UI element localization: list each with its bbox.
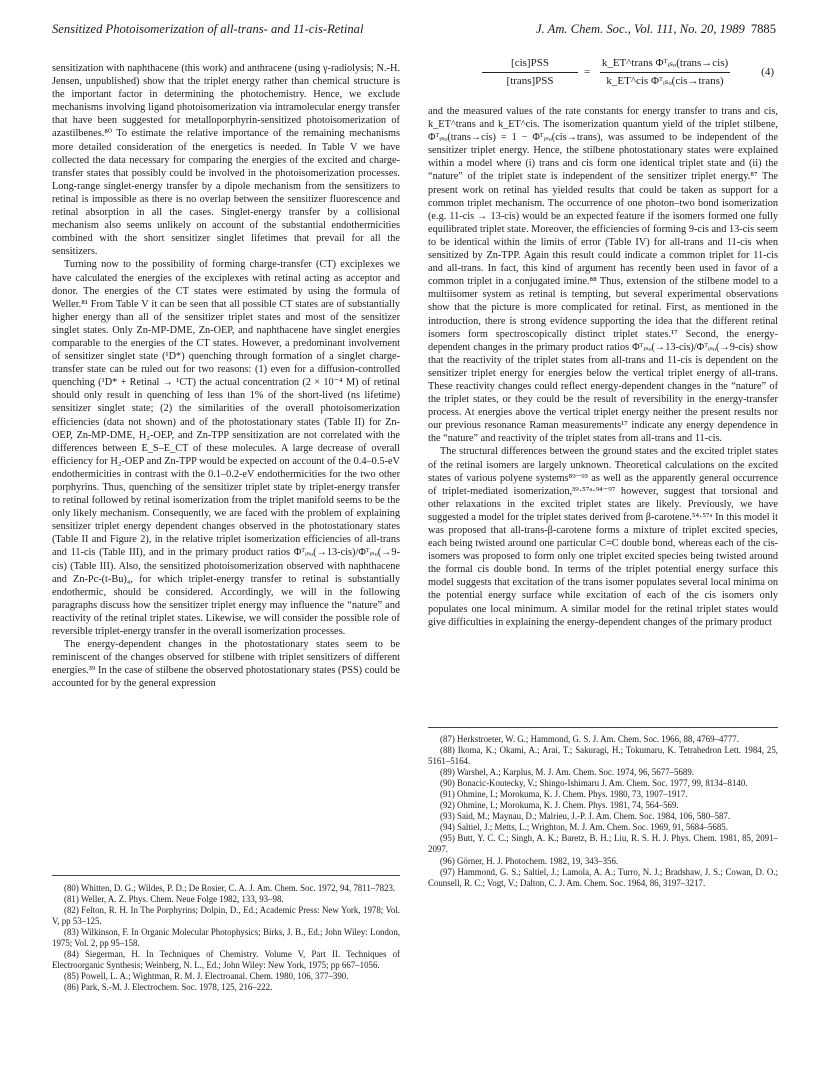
equation-4 [428,55,778,99]
lhs-numerator: [cis]PSS [482,57,578,73]
running-title: Sensitized Photoisomerization of all-trans- and 11-cis-Retinal [52,22,364,36]
paragraph: The structural differences between the ground states and the excited triplet states of the retinal isomers are largely unknown. Theoretical calculations on the excited states of various polyene systems⁸⁹⁻⁹³ as well as the apparently general occurrence of triplet-mediated isomerization,³⁹·⁵⁷ᵃ·⁹⁴⁻⁹⁷ however, suggest that torsional and other relaxations in the excited triplet states are likely. Previously, we have suggested a model for the triplet states derived from β-carotene.⁵⁴·⁵⁷ᵃ In this model it was proposed that all-trans-β-carotene forms a mixture of triplet excited species, each being twisted around one particular C=C double bond, whereas each of the cis-isomers was proposed to form only one triplet excited species being twisted around the formal cis double bond. In terms of the triplet potential energy surface this model suggests that excitation of the trans isomer populates several local minima on the potential energy surface while excitation of each of the cis isomers only populates one local minimum. A similar model for the retinal triplet states would give difficulties in explaining the energy-dependent changes of the primary product [428,446,778,628]
reference-item: (84) Siegerman, H. In Techniques of Chemistry. Volume V, Part II. Techniques of Electroorganic Synthesis; Weinberg, N. L., Ed.; John Wiley: New York, 1975; pp 667–1056. [52,949,400,971]
left-column [52,62,400,691]
equation-lhs [482,57,578,88]
reference-item: (97) Hammond, G. S.; Saltiel, J.; Lamola, A. A.; Turro, N. J.; Bradshaw, J. S.; Cowan, D. O.; Counsell, R. C.; Vogt, V.; Dalton, C. J. Am. Chem. Soc. 1964, 86, 3197–3217. [428,866,778,888]
page-number: 7885 [750,22,776,36]
reference-item: (80) Whitten, D. G.; Wildes, P. D.; De Rosier, C. A. J. Am. Chem. Soc. 1972, 94, 7811–7823. [64,883,396,893]
reference-item: (92) Ohmine, I.; Morokuma, K. J. Chem. Phys. 1981, 74, 564–569. [440,800,679,811]
journal-name: J. Am. Chem. Soc., Vol. 111, No. 20, 1989 [535,22,745,36]
reference-item: (88) Ikoma, K.; Okami, A.; Arai, T.; Sakuragi, H.; Tokumaru, K. Tetrahedron Lett. 1984, 25, 5161–5164. [428,745,778,767]
reference-item: (81) Weller, A. Z. Phys. Chem. Neue Folge 1982, 133, 93–98. [64,894,284,905]
paragraph: sensitization with naphthacene (this work) and anthracene (using γ-radiolysis; N.-H. Jensen, unpublished) show that the triplet energy rather than chemical structure is the important factor in determining the photochemistry. Hence, we exclude mechanisms involving ligand photoisomerization via intramolecular energy transfer that have been suggested for metalloporphyrin-sensitized photoisomerization of azastilbenes.⁸⁰ To estimate the relative importance of the remaining mechanisms more detailed consideration of the energetics is needed. In Table V we have collected the data necessary for comparing the energies of the excited and charge-transfer states that possibly could be involved in the photoisomerization processes. Long-range singlet-energy transfer by a dipole mechanism from the sensitizers to retinal is impossible as there is no overlap between the sensitizer fluorescence and retinal absorption in all the cases. Singlet-energy transfer by a collisional mechanism also seems unlikely on account of the substantial endothermicities combined with the short sensitizer singlet lifetimes that prevail for all the sensitizers. [52,63,400,258]
running-header [52,22,776,42]
rhs-numerator: k_ET^trans Φᵀᵢₛₒ(trans→cis) [600,57,730,73]
lhs-denominator: [trans]PSS [506,75,554,88]
reference-item: (89) Warshel, A.; Karplus, M. J. Am. Chem. Soc. 1974, 96, 5677–5689. [440,767,695,778]
reference-item: (93) Said, M.; Maynau, D.; Malrieu, J.-P. J. Am. Chem. Soc. 1984, 106, 580–587. [440,811,731,822]
equation-number: (4) [761,66,774,78]
reference-item: (87) Herkstroeter, W. G.; Hammond, G. S. J. Am. Chem. Soc. 1966, 88, 4769–4777. [440,734,739,744]
reference-item: (95) Butt, Y. C. C.; Singh, A. K.; Baretz, B. H.; Liu, R. S. H. J. Phys. Chem. 1981, 85, 2091–2097. [428,833,778,855]
reference-item: (90) Bonacic-Koutecky, V.; Shingo-Ishimaru J. Am. Chem. Soc. 1977, 99, 8134–8140. [440,778,748,789]
right-column [428,55,778,629]
paragraph: Turning now to the possibility of forming charge-transfer (CT) exciplexes we have calculated the energies of the exciplexes with retinal acting as acceptor and donor. The energies of the CT states were estimated by using the formula of Weller.⁸¹ From Table V it can be seen that all possible CT states are of substantially higher energy than all of the sensitizer triplet states and most of the sensitizer singlet states. Only Zn-MP-DME, Zn-OEP, and naphthacene have singlet energies comparable to the energies of the CT states. However, a predominant involvement of sensitizer singlet state (¹D*) quenching through formation of a singlet charge-transfer state can be ruled out for two reasons: (1) even for a diffusion-controlled quenching (¹D* + Retinal → ¹CT) the actual concentration (2 × 10⁻⁴ M) of retinal should only result in quenching of less than 1% of the short-lived (ns lifetime) sensitizer singlet state; (2) the similarities of the overall photoisomerization efficiencies (data not shown) and of the photostationary states (Table II) for Zn-OEP, Zn-MP-DME, H₂-OEP, and Zn-TPP sensitization are not correlated with the differences between E_S–E_CT of these molecules. A large decrease of overall efficiency for H₂-OEP and Zn-TPP would be expected on account of the 0.4–0.5-eV endothermicities in contrast with the 0.1–0.2-eV endothermicities for the two other porphyrins. Thus, quenching of the sensitizer triplet state by triplet-energy transfer to retinal followed by retinal isomerization from the triplet manifold seems to be the only likely mechanism. Consequently, we are faced with the problem of explaining sensitizer triplet energy dependent changes observed in the photostationary states (Table II and Figure 2), in the relative triplet isomerization efficiencies of all-trans and 11-cis (Table III), and in the primary product ratios Φᵀᵢₛₒ(→13-cis)/Φᵀᵢₛₒ(→9-cis) (Table III). Also, the sensitized photoisomerization observed with naphthacene and Zn-Pc-(t-Bu)₄, for which triplet-energy transfer to retinal is substantially endothermic, should be considered. Accordingly, we will in the following paragraphs discuss how the sensitizer triplet energy may influence the “nature” and reactivity of the retinal triplet states. Likewise, we will consider the possible role of reversible triplet-energy transfer in the overall isomerization processes. [52,259,400,638]
reference-item: (83) Wilkinson, F. In Organic Molecular Photophysics; Birks, J. B., Ed.; John Wiley: London, 1975; Vol. 2, pp 95–158. [52,927,400,949]
rhs-denominator: k_ET^cis Φᵀᵢₛₒ(cis→trans) [606,75,724,88]
references-left [52,875,400,993]
paragraph: and the measured values of the rate constants for energy transfer to trans and cis, k_ET^trans and k_ET^cis. The isomerization quantum yield of the triplet stilbene, Φᵀᵢₛₒ(trans→cis) = 1 − Φᵀᵢₛₒ(cis→trans), was assumed to be independent of the sensitizer triplet energy. Hence, the stilbene photostationary states were explained within a model where (i) trans and cis form one identical triplet state and (ii) the “nature” of the triplet state is independent of the sensitizer triplet energy.⁸⁷ The present work on retinal has yielded results that could be taken as support for a common triplet mechanism. The occurrence of one photon–two bond isomerization (e.g. 11-cis → 13-cis) would be an expected feature if the isomers formed one fully equilibrated triplet state. Moreover, the efficiencies of forming 9-cis and 13-cis seem to be identical within the limits of error (Table IV) for all-trans and 11-cis when sensitized by Zn-TPP. Again this result could indicate a common triplet for 11-cis and all-trans. In fact, this kind of argument has recently been used in favor of a common triplet in a conjugated imine.⁸⁸ Thus, extension of the stilbene model to a multiisomer system as retinal is tempting, but several experimental observations show that the picture is more complicated for retinal. First, as mentioned in the introduction, there is strong evidence supporting the idea that the different retinal isomers form spectroscopically distinct triplet states.¹⁷ Second, the energy-dependent changes in the primary product ratios Φᵀᵢₛₒ(→13-cis)/Φᵀᵢₛₒ(→9-cis) show that the reactivity of the triplet states from all-trans and 11-cis is dependent on the sensitizer triplet energy for energies below the vertical triplet energy of all-trans. These reactivity changes could reflect energy-dependent changes in the “nature” of the triplet states, or they could be the result of reversibility in the energy-transfer process. At energies above the vertical triplet energy neither the present results nor our previous resonance Raman measurements¹⁷ indicate any energy dependence in the “nature” and reactivity of the triplet states from all-trans and 11-cis. [428,106,778,445]
paragraph: The energy-dependent changes in the photostationary states seem to be reminiscent of the changes observed for stilbene with triplet sensitizers of different energies.³⁹ In the case of stilbene the observed photostationary states (PSS) could be accounted for by the general expression [52,639,400,690]
reference-item: (86) Park, S.-M. J. Electrochem. Soc. 1978, 125, 216–222. [64,982,273,993]
journal-citation [536,22,776,37]
reference-item: (85) Powell, L. A.; Wightman, R. M. J. Electroanal. Chem. 1980, 106, 377–390. [64,971,349,982]
reference-item: (91) Ohmine, I.; Morokuma, K. J. Chem. Phys. 1980, 73, 1907–1917. [440,789,688,800]
reference-item: (82) Felton, R. H. In The Porphyrins; Dolpin, D., Ed.; Academic Press: New York, 1978; Vol. V, pp 53–125. [52,905,400,927]
reference-item: (94) Saltiel, J.; Metts, L.; Wrighton, M. J. Am. Chem. Soc. 1969, 91, 5684–5685. [440,822,728,833]
equals-sign: = [584,66,591,78]
references-right [428,727,778,889]
reference-item: (96) Görner, H. J. Photochem. 1982, 19, 343–356. [440,855,619,866]
equation-rhs [600,57,730,88]
